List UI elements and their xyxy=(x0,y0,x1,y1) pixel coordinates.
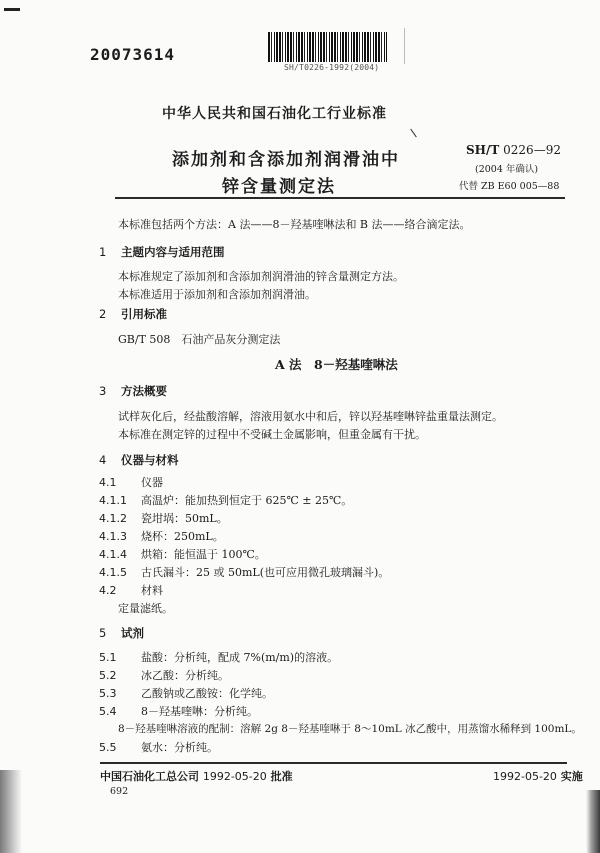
list-item xyxy=(99,685,273,701)
section-1-paragraph: 本标准规定了添加剂和含添加剂润滑油的锌含量测定方法。 xyxy=(118,270,404,283)
barcode-border xyxy=(404,28,405,64)
item-number: 4.1.5 xyxy=(99,566,127,579)
section-2-heading xyxy=(99,306,167,322)
section-title: 引用标准 xyxy=(121,307,167,321)
item-number: 5.2 xyxy=(99,669,117,682)
list-item xyxy=(99,546,266,562)
header-rule xyxy=(115,197,565,199)
standard-number-value: 0226—92 xyxy=(503,143,561,157)
barcode-caption: SH/T0226-1992(2004) xyxy=(284,63,380,72)
approval-date: 1992-05-20 xyxy=(202,770,267,783)
section-title: 仪器与材料 xyxy=(121,453,179,467)
section-1-paragraph: 本标准适用于添加剂和含添加剂润滑油。 xyxy=(118,288,316,301)
method-a-heading: A 法 8－羟基喹啉法 xyxy=(275,357,398,372)
section-title: 试剂 xyxy=(121,626,144,640)
effective-line xyxy=(493,768,583,784)
item-number: 5.4 xyxy=(99,705,117,718)
section-title: 主题内容与适用范围 xyxy=(121,245,225,259)
item-number: 4.1.2 xyxy=(99,512,127,525)
footer-rule xyxy=(100,762,567,764)
list-item xyxy=(99,528,224,544)
item-text: 材料 xyxy=(141,584,163,597)
effective-label: 实施 xyxy=(560,770,583,783)
list-item xyxy=(99,492,352,508)
item-text: 8－羟基喹啉：分析纯。 xyxy=(141,705,258,718)
list-item xyxy=(99,510,228,526)
item-text: 乙酸钠或乙酸铵：化学纯。 xyxy=(141,687,273,700)
referenced-standard: GB/T 508 石油产品灰分测定法 xyxy=(118,333,281,346)
item-number: 4.2 xyxy=(99,584,117,597)
item-text: 冰乙酸：分析纯。 xyxy=(141,669,229,682)
section-1-heading xyxy=(99,244,225,260)
issuing-organization: 中华人民共和国石油化工行业标准 xyxy=(162,106,387,122)
item-number: 5.1 xyxy=(99,651,117,664)
barcode xyxy=(268,32,387,62)
item-number: 4.1.3 xyxy=(99,530,127,543)
section-5-heading xyxy=(99,625,144,641)
item-text: 盐酸：分析纯，配成 7%(m/m)的溶液。 xyxy=(141,651,339,664)
approval-org: 中国石油化工总公司 xyxy=(100,770,199,783)
item-number: 5.5 xyxy=(99,741,117,754)
section-title: 方法概要 xyxy=(121,384,167,398)
scan-edge-left xyxy=(0,770,22,853)
section-number: 1 xyxy=(99,245,107,259)
solution-preparation-note: 8－羟基喹啉溶液的配制：溶解 2g 8－羟基喹啉于 8～10mL 冰乙酸中，用蒸馏水稀释到 100mL。 xyxy=(118,723,582,735)
list-item xyxy=(99,739,218,755)
section-3-heading xyxy=(99,383,167,399)
document-title-line1: 添加剂和含添加剂润滑油中 xyxy=(172,150,400,170)
scan-edge-right xyxy=(586,790,600,853)
materials-note: 定量滤纸。 xyxy=(118,602,173,615)
document-title-line2: 锌含量测定法 xyxy=(222,177,336,197)
effective-date: 1992-05-20 xyxy=(493,770,557,783)
page-number: 692 xyxy=(110,786,129,797)
section-number: 5 xyxy=(99,626,107,640)
scan-mark xyxy=(4,8,20,11)
confirmation-year: (2004 年确认) xyxy=(475,164,539,175)
list-item xyxy=(99,703,258,719)
approval-label: 批准 xyxy=(270,770,293,783)
section-number: 2 xyxy=(99,307,107,321)
item-number: 4.1.4 xyxy=(99,548,127,561)
replaces-standard: 代替 ZB E60 005—88 xyxy=(459,181,560,192)
item-text: 古氏漏斗：25 或 50mL(也可应用微孔玻璃漏斗)。 xyxy=(141,566,390,579)
item-text: 仪器 xyxy=(141,476,163,489)
document-id: 20073614 xyxy=(90,45,176,64)
list-item xyxy=(99,649,338,665)
section-4-heading xyxy=(99,452,179,468)
item-text: 氨水：分析纯。 xyxy=(141,741,218,754)
item-text: 瓷坩埚：50mL。 xyxy=(141,512,228,525)
standard-number xyxy=(466,143,561,157)
section-3-paragraph: 本标准在测定锌的过程中不受碱土金属影响，但重金属有干扰。 xyxy=(118,428,426,441)
section-number: 4 xyxy=(99,453,107,467)
standard-number-prefix: SH/T xyxy=(466,143,500,157)
section-3-paragraph: 试样灰化后，经盐酸溶解，溶液用氨水中和后，锌以羟基喹啉锌盐重量法测定。 xyxy=(118,410,503,423)
section-number: 3 xyxy=(99,384,107,398)
item-text: 高温炉：能加热到恒定于 625℃ ± 25℃。 xyxy=(141,494,353,507)
approval-line xyxy=(100,768,293,784)
list-item xyxy=(99,474,163,490)
item-text: 烘箱：能恒温于 100℃。 xyxy=(141,548,266,561)
intro-paragraph: 本标准包括两个方法：A 法——8－羟基喹啉法和 B 法——络合滴定法。 xyxy=(118,218,471,231)
item-text: 烧杯：250mL。 xyxy=(141,530,224,543)
item-number: 4.1.1 xyxy=(99,494,127,507)
scan-speck xyxy=(410,129,417,138)
list-item xyxy=(99,564,389,580)
list-item xyxy=(99,667,229,683)
list-item xyxy=(99,582,163,598)
item-number: 4.1 xyxy=(99,476,117,489)
item-number: 5.3 xyxy=(99,687,117,700)
